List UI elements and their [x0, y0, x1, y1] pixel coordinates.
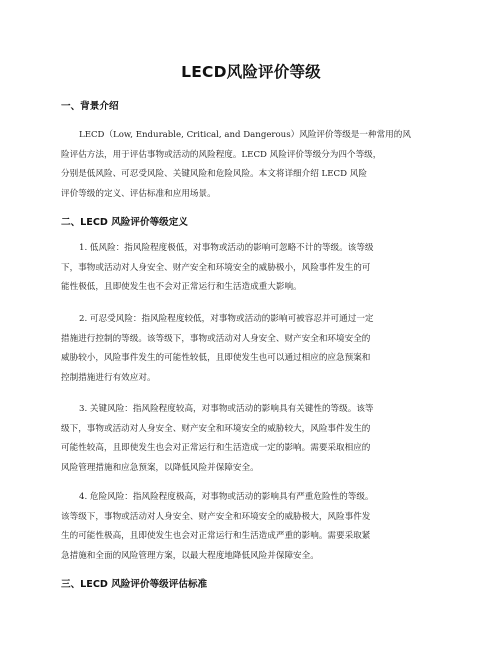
- paragraph-line: 能性极低，且即使发生也不会对正常运行和生活造成重大影响。: [61, 282, 302, 293]
- paragraph-line: 2. 可忍受风险：指风险程度较低，对事物或活动的影响可被容忍并可通过一定: [79, 314, 374, 324]
- paragraph-line: 生的可能性极高，且即使发生也会对正常运行和生活造成严重的影响。需要采取紧: [61, 531, 371, 542]
- paragraph-line: 威胁较小，风险事件发生的可能性较低，且即使发生也可以通过相应的应急预案和: [61, 353, 371, 364]
- paragraph-line: 分别是低风险、可忍受风险、关键风险和危险风险。本文将详细介绍 LECD 风险: [61, 169, 367, 180]
- paragraph-line: 措施进行控制的等级。该等级下，事物或活动对人身安全、财产安全和环境安全的: [61, 333, 371, 344]
- section-heading-background: 一、背景介绍: [61, 101, 119, 112]
- section-heading-criteria: 三、LECD 风险评价等级评估标准: [61, 579, 208, 590]
- paragraph-line: 级下，事物或活动对人身安全、财产安全和环境安全的威胁较大，风险事件发生的: [61, 423, 371, 434]
- definition-item-low-risk: [61, 239, 446, 298]
- background-paragraph: [61, 126, 446, 204]
- section-heading-definition: 二、LECD 风险评价等级定义: [61, 217, 188, 228]
- definition-item-endurable-risk: [61, 310, 446, 388]
- paragraph-line: LECD（Low, Endurable, Critical, and Dangerous）风险评价等级是一种常用的风: [79, 130, 411, 140]
- paragraph-line: 评价等级的定义、评估标准和应用场景。: [61, 188, 216, 199]
- paragraph-line: 风险管理措施和应急预案，以降低风险并保障安全。: [61, 462, 259, 473]
- paragraph-line: 1. 低风险：指风险程度极低，对事物或活动的影响可忽略不计的等级。该等级: [79, 243, 374, 253]
- document-title: LECD风险评价等级: [181, 63, 321, 81]
- paragraph-line: 该等级下，事物或活动对人身安全、财产安全和环境安全的威胁极大，风险事件发: [61, 511, 371, 522]
- paragraph-line: 下，事物或活动对人身安全、财产安全和环境安全的威胁极小，风险事件发生的可: [61, 262, 371, 273]
- paragraph-line: 3. 关键风险：指风险程度较高，对事物或活动的影响具有关键性的等级。该等: [79, 404, 374, 414]
- paragraph-line: 4. 危险风险：指风险程度极高，对事物或活动的影响具有严重危险性的等级。: [79, 492, 374, 502]
- paragraph-line: 急措施和全面的风险管理方案，以最大程度地降低风险并保障安全。: [61, 550, 319, 561]
- definition-item-dangerous-risk: [61, 488, 446, 566]
- paragraph-line: 险评估方法，用于评估事物或活动的风险程度。LECD 风险评价等级分为四个等级，: [61, 149, 382, 160]
- paragraph-line: 控制措施进行有效应对。: [61, 372, 156, 383]
- definition-item-critical-risk: [61, 400, 446, 478]
- paragraph-line: 可能性较高，且即使发生也会对正常运行和生活造成一定的影响。需要采取相应的: [61, 443, 371, 454]
